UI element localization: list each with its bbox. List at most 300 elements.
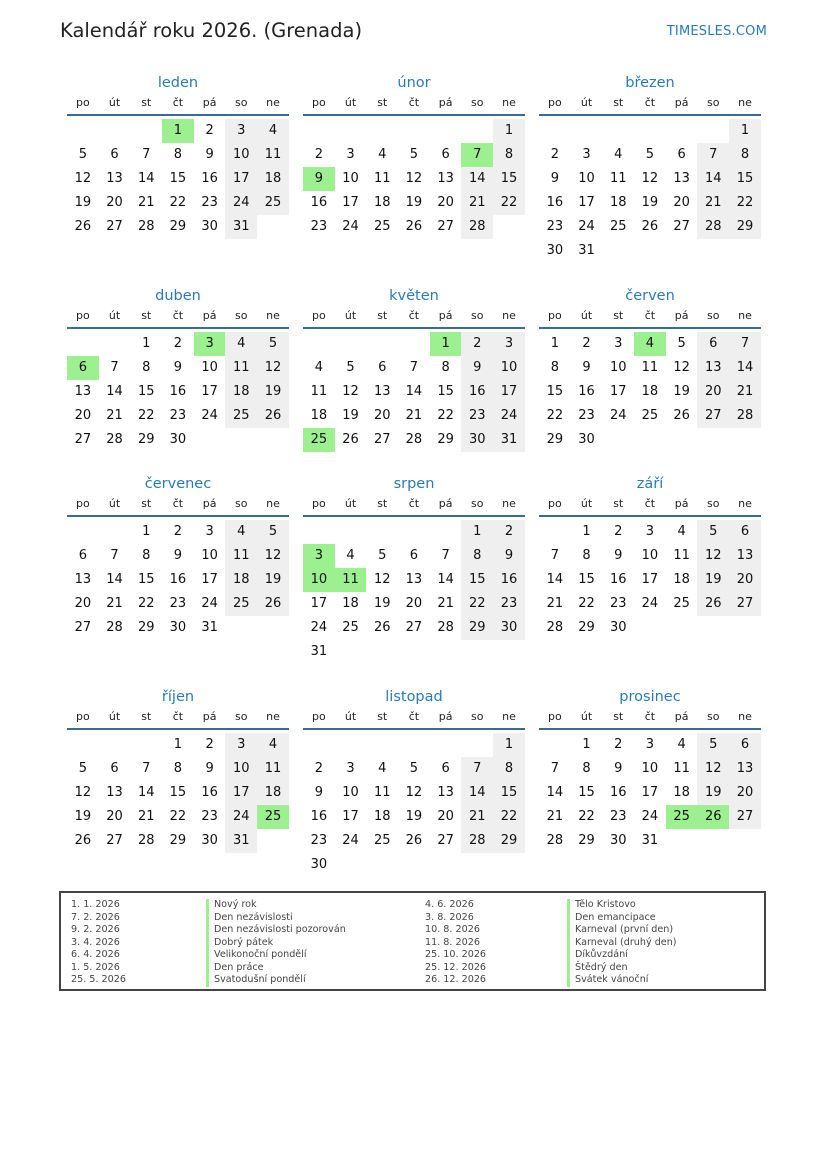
day-cell: 10 — [641, 761, 659, 776]
day-cell: 30 — [546, 243, 564, 258]
day-cell: 12 — [673, 360, 690, 375]
weekday-label: po — [75, 309, 90, 322]
day-cell: 28 — [137, 219, 155, 234]
day-cell: 2 — [205, 737, 214, 752]
day-cell: 1 — [461, 520, 493, 544]
day-cell: 24 — [342, 219, 359, 234]
day-cell: 15 — [461, 568, 493, 592]
empty-day-cell — [634, 428, 666, 452]
day-cell: 5 — [409, 147, 419, 162]
weekday-label: pá — [438, 710, 453, 723]
empty-day-cell — [634, 616, 666, 640]
day-cell: 1 — [493, 119, 525, 143]
day-cell: 6 — [378, 360, 387, 375]
week-row — [67, 616, 289, 640]
day-cell: 8 — [173, 147, 183, 162]
weekday-label: st — [141, 309, 152, 322]
day-cell: 5 — [378, 548, 387, 563]
weekday-label: čt — [172, 710, 184, 723]
day-cell: 22 — [169, 195, 187, 210]
legend-holiday-name: Svátek vánoční — [567, 974, 677, 987]
empty-day-cell — [697, 428, 729, 452]
day-cell: 4 — [257, 733, 289, 757]
day-cell: 23 — [546, 219, 564, 234]
day-cell: 17 — [641, 572, 659, 587]
legend-holiday-name: Štědrý den — [567, 962, 677, 975]
day-cell: 9 — [614, 761, 623, 776]
weekday-label: st — [377, 710, 388, 723]
legend-holiday-name: Svatodušní pondělí — [206, 974, 346, 987]
day-cell: 30 — [169, 432, 187, 447]
week-row — [303, 520, 525, 544]
day-cell: 9 — [314, 785, 323, 800]
day-cell: 15 — [493, 781, 525, 805]
weekday-header — [303, 309, 525, 329]
day-cell: 4 — [634, 332, 666, 356]
week-row — [67, 829, 289, 853]
day-cell: 21 — [137, 809, 155, 824]
day-cell: 28 — [697, 215, 729, 239]
week-row — [303, 404, 525, 428]
day-cell: 12 — [342, 384, 359, 399]
day-cell: 8 — [729, 143, 761, 167]
weekday-label: čt — [172, 96, 184, 109]
month-name: prosinec — [619, 689, 681, 705]
day-cell: 16 — [169, 572, 187, 587]
day-cell: 25 — [373, 219, 391, 234]
day-cell: 2 — [461, 332, 493, 356]
day-cell: 21 — [697, 191, 729, 215]
day-cell: 4 — [346, 548, 355, 563]
empty-day-cell — [461, 733, 493, 757]
weekday-label: út — [344, 309, 357, 322]
day-cell: 5 — [346, 360, 355, 375]
day-cell: 3 — [346, 147, 355, 162]
empty-day-cell — [99, 733, 131, 757]
day-cell: 4 — [225, 332, 257, 356]
day-cell: 15 — [137, 572, 155, 587]
day-cell: 22 — [729, 191, 761, 215]
day-cell: 19 — [697, 781, 729, 805]
day-cell: 21 — [106, 408, 123, 423]
day-cell: 1 — [162, 119, 194, 143]
empty-day-cell — [666, 428, 698, 452]
day-cell: 11 — [310, 384, 328, 399]
day-cell: 12 — [641, 171, 659, 186]
weekday-label: čt — [644, 309, 656, 322]
weekday-label: ne — [266, 497, 280, 510]
day-cell: 4 — [614, 147, 623, 162]
empty-day-cell — [729, 829, 761, 853]
day-cell: 16 — [310, 809, 328, 824]
day-cell: 14 — [461, 167, 493, 191]
day-cell: 8 — [550, 360, 559, 375]
day-cell: 15 — [169, 785, 187, 800]
weekday-label: čt — [408, 710, 420, 723]
day-cell: 3 — [225, 733, 257, 757]
weekday-label: pá — [202, 497, 217, 510]
weekday-label: pá — [202, 96, 217, 109]
day-cell: 11 — [225, 356, 257, 380]
day-cell: 27 — [437, 219, 454, 234]
month-block — [303, 284, 525, 452]
empty-day-cell — [67, 520, 99, 544]
empty-day-cell — [257, 616, 289, 640]
weekday-label: so — [471, 497, 484, 510]
day-cell: 5 — [677, 336, 686, 351]
day-cell: 16 — [493, 568, 525, 592]
empty-day-cell — [461, 119, 493, 143]
day-cell: 31 — [225, 215, 257, 239]
month-name: červen — [625, 288, 675, 304]
weekday-label: pá — [202, 710, 217, 723]
week-row — [539, 143, 761, 167]
empty-day-cell — [366, 520, 398, 544]
week-row — [67, 805, 289, 829]
legend-holiday-name: Dobrý pátek — [206, 937, 346, 950]
empty-day-cell — [697, 616, 729, 640]
day-cell: 28 — [437, 620, 454, 635]
day-cell: 14 — [546, 572, 564, 587]
day-cell: 10 — [225, 143, 257, 167]
day-cell: 30 — [201, 219, 218, 234]
legend-holiday-name: Den nezávislosti — [206, 912, 346, 925]
empty-day-cell — [257, 428, 289, 452]
month-name: leden — [157, 75, 199, 91]
day-cell: 26 — [697, 805, 729, 829]
day-cell: 5 — [645, 147, 655, 162]
day-cell: 16 — [546, 195, 564, 210]
weekday-label: út — [108, 96, 121, 109]
day-cell: 28 — [106, 620, 123, 635]
day-cell: 13 — [697, 356, 729, 380]
day-cell: 17 — [225, 781, 257, 805]
day-cell: 24 — [225, 805, 257, 829]
empty-day-cell — [493, 215, 525, 239]
day-cell: 30 — [310, 857, 328, 872]
weekday-label: so — [471, 96, 484, 109]
day-cell: 14 — [437, 572, 454, 587]
week-row — [539, 805, 761, 829]
weekday-label: po — [311, 96, 326, 109]
weekday-label: ne — [502, 710, 516, 723]
day-cell: 2 — [614, 737, 623, 752]
empty-day-cell — [398, 853, 430, 877]
legend-date: 3. 8. 2026 — [425, 911, 474, 923]
day-cell: 2 — [550, 147, 559, 162]
day-cell: 30 — [609, 833, 627, 848]
day-cell: 3 — [225, 119, 257, 143]
empty-day-cell — [461, 640, 493, 664]
day-cell: 26 — [257, 592, 289, 616]
day-cell: 11 — [673, 761, 690, 776]
empty-day-cell — [335, 640, 367, 664]
week-row — [67, 191, 289, 215]
day-cell: 8 — [582, 548, 591, 563]
week-row — [539, 616, 761, 640]
day-cell: 10 — [578, 171, 595, 186]
weekday-label: ne — [502, 96, 516, 109]
day-cell: 15 — [546, 384, 564, 399]
week-row — [67, 733, 289, 757]
day-cell: 21 — [546, 809, 564, 824]
day-cell: 31 — [310, 644, 328, 659]
day-cell: 20 — [74, 408, 92, 423]
legend-holiday-name: Den nezávislosti pozorován — [206, 924, 346, 937]
week-row — [67, 143, 289, 167]
day-cell: 12 — [257, 356, 289, 380]
day-cell: 11 — [257, 757, 289, 781]
day-cell: 10 — [641, 548, 659, 563]
weekday-label: čt — [644, 710, 656, 723]
weekday-label: čt — [408, 96, 420, 109]
week-row — [303, 332, 525, 356]
weekday-label: pá — [438, 309, 453, 322]
day-cell: 20 — [405, 596, 423, 611]
day-cell: 23 — [201, 809, 218, 824]
empty-day-cell — [539, 733, 571, 757]
day-cell: 25 — [666, 805, 698, 829]
empty-day-cell — [697, 119, 729, 143]
day-cell: 30 — [201, 833, 218, 848]
day-cell: 13 — [74, 572, 92, 587]
brand-logo-text[interactable]: TIMESLES.COM — [666, 24, 767, 39]
weekday-label: čt — [172, 309, 184, 322]
week-row — [67, 380, 289, 404]
legend-holiday-name: Tělo Kristovo — [567, 899, 677, 912]
day-cell: 6 — [110, 147, 119, 162]
day-cell: 14 — [137, 171, 155, 186]
day-cell: 30 — [493, 616, 525, 640]
day-cell: 16 — [310, 195, 328, 210]
day-cell: 26 — [373, 620, 391, 635]
day-cell: 13 — [106, 785, 123, 800]
legend-date: 4. 6. 2026 — [425, 899, 474, 910]
weekday-label: so — [471, 710, 484, 723]
day-cell: 20 — [106, 809, 123, 824]
week-row — [539, 544, 761, 568]
week-row — [303, 356, 525, 380]
weekday-label: čt — [408, 497, 420, 510]
day-cell: 6 — [78, 548, 87, 563]
day-cell: 15 — [137, 384, 155, 399]
weekday-label: čt — [172, 497, 184, 510]
day-cell: 3 — [645, 737, 655, 752]
empty-day-cell — [398, 640, 430, 664]
day-cell: 17 — [342, 809, 359, 824]
week-row — [303, 640, 525, 664]
legend-date: 6. 4. 2026 — [71, 949, 120, 960]
day-cell: 24 — [641, 809, 659, 824]
day-cell: 20 — [673, 195, 690, 210]
day-cell: 19 — [342, 408, 359, 423]
day-cell: 1 — [582, 524, 591, 539]
empty-day-cell — [225, 616, 257, 640]
week-row — [67, 356, 289, 380]
day-cell: 25 — [673, 596, 690, 611]
day-cell: 8 — [173, 761, 183, 776]
day-cell: 9 — [173, 548, 183, 563]
month-block — [303, 71, 525, 239]
empty-day-cell — [99, 119, 131, 143]
day-cell: 30 — [609, 620, 627, 635]
day-cell: 12 — [697, 757, 729, 781]
week-row — [539, 239, 761, 263]
day-cell: 25 — [257, 805, 289, 829]
weekday-label: út — [344, 710, 357, 723]
legend-date: 1. 5. 2026 — [71, 961, 120, 973]
day-cell: 17 — [342, 195, 359, 210]
day-cell: 19 — [697, 568, 729, 592]
week-row — [539, 380, 761, 404]
day-cell: 11 — [373, 785, 391, 800]
day-cell: 13 — [437, 785, 454, 800]
day-cell: 23 — [169, 408, 187, 423]
day-cell: 7 — [110, 548, 119, 563]
day-cell: 1 — [173, 737, 183, 752]
weekday-label: ne — [502, 497, 516, 510]
weekday-label: so — [235, 309, 248, 322]
day-cell: 14 — [697, 167, 729, 191]
week-row — [67, 757, 289, 781]
day-cell: 23 — [578, 408, 595, 423]
month-block — [539, 284, 761, 452]
day-cell: 16 — [461, 380, 493, 404]
weekday-label: pá — [438, 497, 453, 510]
week-row — [67, 119, 289, 143]
page-title: Kalendář roku 2026. (Grenada) — [60, 19, 363, 42]
day-cell: 9 — [493, 544, 525, 568]
day-cell: 2 — [493, 520, 525, 544]
day-cell: 5 — [257, 332, 289, 356]
day-cell: 1 — [142, 524, 151, 539]
legend-holiday-name: Karneval (druhý den) — [567, 937, 677, 950]
day-cell: 11 — [373, 171, 391, 186]
empty-day-cell — [335, 733, 367, 757]
day-cell: 7 — [461, 143, 493, 167]
week-row — [67, 428, 289, 452]
day-cell: 27 — [106, 219, 123, 234]
day-cell: 27 — [405, 620, 423, 635]
day-cell: 17 — [201, 384, 218, 399]
day-cell: 21 — [437, 596, 454, 611]
day-cell: 27 — [74, 432, 92, 447]
weekday-header — [539, 309, 761, 329]
day-cell: 30 — [169, 620, 187, 635]
day-cell: 21 — [137, 195, 155, 210]
day-cell: 19 — [641, 195, 659, 210]
day-cell: 19 — [257, 380, 289, 404]
weekday-label: po — [311, 710, 326, 723]
day-cell: 25 — [225, 404, 257, 428]
week-row — [67, 568, 289, 592]
week-row — [539, 829, 761, 853]
day-cell: 7 — [441, 548, 450, 563]
day-cell: 3 — [493, 332, 525, 356]
day-cell: 13 — [405, 572, 423, 587]
day-cell: 25 — [609, 219, 627, 234]
day-cell: 22 — [578, 596, 595, 611]
empty-day-cell — [366, 640, 398, 664]
day-cell: 27 — [106, 833, 123, 848]
week-row — [303, 829, 525, 853]
week-row — [303, 733, 525, 757]
empty-day-cell — [493, 853, 525, 877]
day-cell: 28 — [106, 432, 123, 447]
day-cell: 6 — [697, 332, 729, 356]
empty-day-cell — [666, 829, 698, 853]
day-cell: 10 — [201, 360, 218, 375]
weekday-header — [539, 96, 761, 116]
day-cell: 18 — [641, 384, 659, 399]
day-cell: 20 — [729, 781, 761, 805]
day-cell: 1 — [550, 336, 559, 351]
day-cell: 24 — [225, 191, 257, 215]
day-cell: 9 — [173, 360, 183, 375]
day-cell: 7 — [409, 360, 419, 375]
day-cell: 4 — [314, 360, 323, 375]
week-row — [67, 520, 289, 544]
empty-day-cell — [430, 853, 462, 877]
day-cell: 29 — [169, 833, 187, 848]
weekday-label: ne — [738, 96, 752, 109]
day-cell: 27 — [729, 592, 761, 616]
day-cell: 16 — [609, 572, 627, 587]
day-cell: 14 — [137, 785, 155, 800]
weekday-label: út — [108, 309, 121, 322]
empty-day-cell — [398, 332, 430, 356]
week-row — [67, 167, 289, 191]
day-cell: 24 — [641, 596, 659, 611]
day-cell: 26 — [405, 833, 423, 848]
day-cell: 21 — [405, 408, 423, 423]
weekday-label: út — [580, 497, 593, 510]
day-cell: 15 — [437, 384, 454, 399]
day-cell: 31 — [578, 243, 595, 258]
week-row — [67, 332, 289, 356]
weekday-label: so — [471, 309, 484, 322]
day-cell: 7 — [110, 360, 119, 375]
day-cell: 28 — [137, 833, 155, 848]
day-cell: 6 — [409, 548, 419, 563]
day-cell: 5 — [697, 733, 729, 757]
week-row — [539, 428, 761, 452]
day-cell: 24 — [493, 404, 525, 428]
day-cell: 12 — [697, 544, 729, 568]
empty-day-cell — [398, 733, 430, 757]
week-row — [303, 805, 525, 829]
day-cell: 25 — [342, 620, 359, 635]
weekday-label: út — [108, 497, 121, 510]
day-cell: 21 — [546, 596, 564, 611]
day-cell: 24 — [342, 833, 359, 848]
day-cell: 21 — [729, 380, 761, 404]
day-cell: 25 — [225, 592, 257, 616]
day-cell: 1 — [142, 336, 151, 351]
legend-date: 25. 5. 2026 — [71, 974, 126, 985]
day-cell: 29 — [578, 833, 595, 848]
day-cell: 13 — [673, 171, 690, 186]
day-cell: 10 — [609, 360, 627, 375]
day-cell: 3 — [582, 147, 591, 162]
day-cell: 22 — [493, 805, 525, 829]
weekday-label: pá — [674, 96, 689, 109]
empty-day-cell — [666, 616, 698, 640]
day-cell: 14 — [729, 356, 761, 380]
day-cell: 3 — [303, 544, 335, 568]
day-cell: 18 — [225, 568, 257, 592]
day-cell: 19 — [673, 384, 690, 399]
